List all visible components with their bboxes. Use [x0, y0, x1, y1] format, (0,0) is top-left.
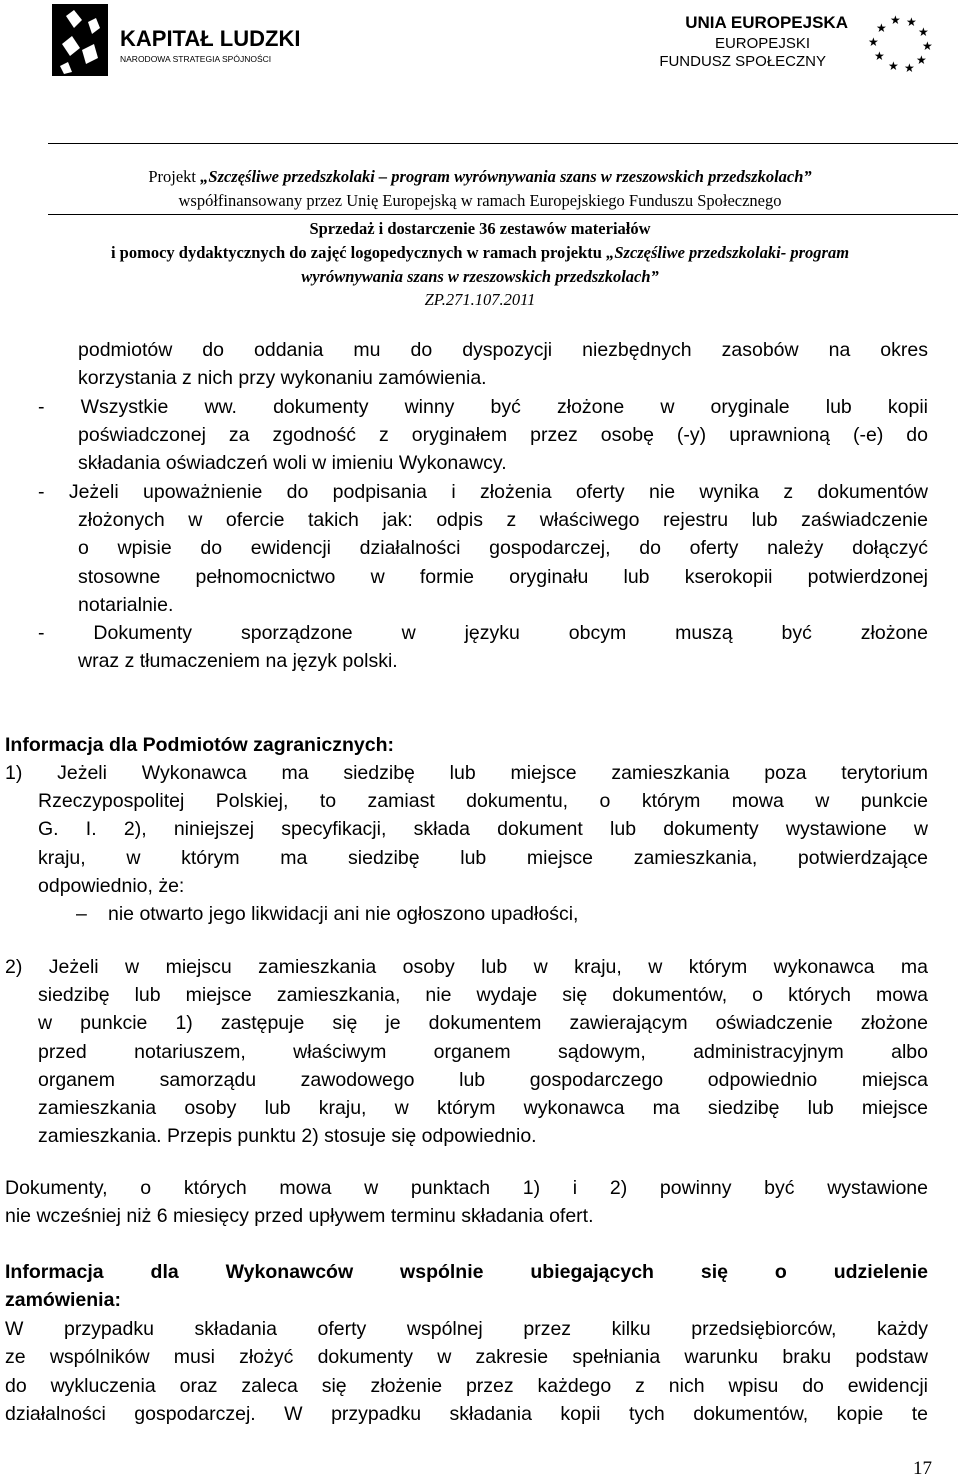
foreign-item-1-bullet: nie otwarto jego likwidacji ani nie ogłoszono upadłości, [108, 903, 579, 925]
svg-text:★: ★ [890, 13, 901, 27]
subject-line-1: Sprzedaż i dostarczenie 36 zestawów materiałów [309, 219, 651, 238]
foreign-item-2-cont [38, 981, 928, 1151]
requirements-block [78, 336, 928, 393]
joint-contractors-heading [5, 1258, 928, 1315]
p6-line3: do wykluczenia oraz zaleca się złożenie przez każdego z nich wpisu do ewidencji [5, 1374, 928, 1397]
p6-line1: W przypadku składania oferty wspólnej przez kilku przedsiębiorców, każdy [5, 1318, 928, 1340]
svg-text:★: ★ [876, 21, 887, 35]
cofinance-line: współfinansowany przez Unię Europejską w ramach Europejskiego Funduszu Społecznego [178, 191, 782, 210]
p5-line1: Dokumenty, o których mowa w punktach 1) i 2) powinny być wystawione [5, 1177, 928, 1199]
p2-line1: - Wszystkie ww. dokumenty winny być złożone w oryginale lub kopii [38, 396, 928, 418]
p2-line2: poświadczonej za zgodność z oryginałem przez osobę (-y) uprawnioną (-e) do [78, 424, 928, 446]
p4-line1: - Dokumenty sporządzone w języku obcym muszą być złożone [38, 622, 928, 644]
i2-line5: organem samorządu zawodowego lub gospodarczego odpowiednio miejsca [38, 1068, 928, 1091]
foreign-item-1 [5, 759, 928, 787]
i2-line1: 2) Jeżeli w miejscu zamieszkania osoby lub w kraju, w którym wykonawca ma [5, 956, 928, 978]
svg-text:★: ★ [922, 39, 933, 53]
logo-left-title: KAPITAŁ LUDZKI [120, 26, 301, 51]
foreign-item-2 [5, 953, 928, 981]
logo-right-line3: FUNDUSZ SPOŁECZNY [659, 53, 826, 70]
authorization-block-cont [78, 506, 928, 619]
logo-right-line1: UNIA EUROPEJSKA [685, 13, 848, 32]
i2-line7: zamieszkania. Przepis punktu 2) stosuje się odpowiednio. [38, 1125, 537, 1148]
p4-line2: wraz z tłumaczeniem na język polski. [78, 650, 398, 672]
p3-line1: - Jeżeli upoważnienie do podpisania i złożenia oferty nie wynika z dokumentów [38, 481, 928, 503]
joint-contractors-paragraph [5, 1315, 928, 1428]
svg-text:★: ★ [918, 25, 929, 39]
project-name: „Szczęśliwe przedszkolaki – program wyrównywania szans w rzeszowskich przedszkolach” [200, 167, 812, 186]
logo-right-line2: EUROPEJSKI [714, 35, 810, 52]
translation-block [38, 619, 928, 647]
i1-line1: 1) Jeżeli Wykonawca ma siedzibę lub miejsce zamieszkania poza terytorium [5, 762, 928, 784]
eu-stars-icon [868, 13, 933, 75]
logo-left-subtitle: NARODOWA STRATEGIA SPÓJNOŚCI [120, 54, 272, 64]
validity-paragraph [5, 1174, 928, 1231]
documents-block [38, 393, 928, 421]
p6-line2: ze wspólników musi złożyć dokumenty w zakresie spełniania warunku braku podstaw [5, 1346, 928, 1369]
p1-line1: podmiotów do oddania mu do dyspozycji niezbędnych zasobów na okres [78, 339, 928, 361]
svg-text:★: ★ [868, 35, 879, 49]
p1-line2: korzystania z nich przy wykonaniu zamówienia. [78, 367, 487, 390]
p5-line2: nie wcześniej niż 6 miesięcy przed upływem terminu składania ofert. [5, 1205, 594, 1228]
p3-line3: o wpisie do ewidencji działalności gospodarczej, do oferty należy dołączyć [78, 537, 928, 560]
i1-line4: kraju, w którym ma siedzibę lub miejsce zamieszkania, potwierdzające [38, 846, 928, 869]
foreign-entities-heading: Informacja dla Podmiotów zagranicznych: [5, 734, 394, 756]
i2-line4: przed notariuszem, właściwym organem sądowym, administracyjnym albo [38, 1040, 928, 1063]
i2-line6: zamieszkania osoby lub kraju, w którym wykonawca ma siedzibę lub miejsce [38, 1097, 928, 1120]
page-number: 17 [913, 1458, 932, 1479]
reference-number: ZP.271.107.2011 [424, 290, 536, 309]
subject-line-3: wyrównywania szans w rzeszowskich przedszkolach” [301, 267, 659, 286]
subject-line-2: i pomocy dydaktycznych do zajęć logopedycznych w ramach projektu „Szczęśliwe przedszkolaki- program [110, 243, 850, 262]
p6-line4: działalności gospodarczej. W przypadku składania kopii tych dokumentów, kopie te [5, 1402, 928, 1425]
foreign-item-1-cont [38, 787, 928, 900]
svg-text:★: ★ [874, 49, 885, 63]
p2-line3: składania oświadczeń woli w imieniu Wykonawcy. [78, 452, 507, 475]
svg-text:★: ★ [916, 53, 927, 67]
i1-line2: Rzeczypospolitej Polskiej, to zamiast dokumentu, o którym mowa w punkcie [38, 790, 928, 812]
p3-line5: notarialnie. [78, 593, 174, 616]
eu-logo [600, 6, 952, 78]
project-title: Projekt „Szczęśliwe przedszkolaki – program wyrównywania szans w rzeszowskich przedszkolach” [148, 167, 812, 186]
i2-line2: siedzibę lub miejsce zamieszkania, nie wydaje się dokumentów, o których mowa [38, 984, 928, 1006]
foreign-item-1-dash: – [76, 903, 87, 925]
i1-line5: odpowiednio, że: [38, 874, 185, 897]
h2-line1: Informacja dla Wykonawców wspólnie ubiegających się o udzielenie [5, 1261, 928, 1283]
svg-text:★: ★ [906, 15, 917, 29]
i1-line3: G. I. 2), niniejszej specyfikacji, składa dokument lub dokumenty wystawione w [38, 818, 928, 841]
p3-line2: złożonych w ofercie takich jak: odpis z właściwego rejestru lub zaświadczenie [78, 509, 928, 531]
svg-text:★: ★ [888, 59, 899, 73]
p3-line4: stosowne pełnomocnictwo w formie oryginału lub kserokopii potwierdzonej [78, 565, 928, 588]
authorization-block [38, 478, 928, 506]
header-top-rule [48, 143, 958, 144]
kapital-ludzki-logo [52, 0, 312, 82]
svg-text:★: ★ [904, 61, 915, 75]
documents-block-cont [78, 421, 928, 478]
translation-block-cont [78, 647, 928, 675]
header-mid-rule [48, 214, 958, 215]
i2-line3: w punkcie 1) zastępuje się je dokumentem zawierającym oświadczenie złożone [38, 1012, 928, 1035]
h2-line2: zamówienia: [5, 1289, 121, 1312]
